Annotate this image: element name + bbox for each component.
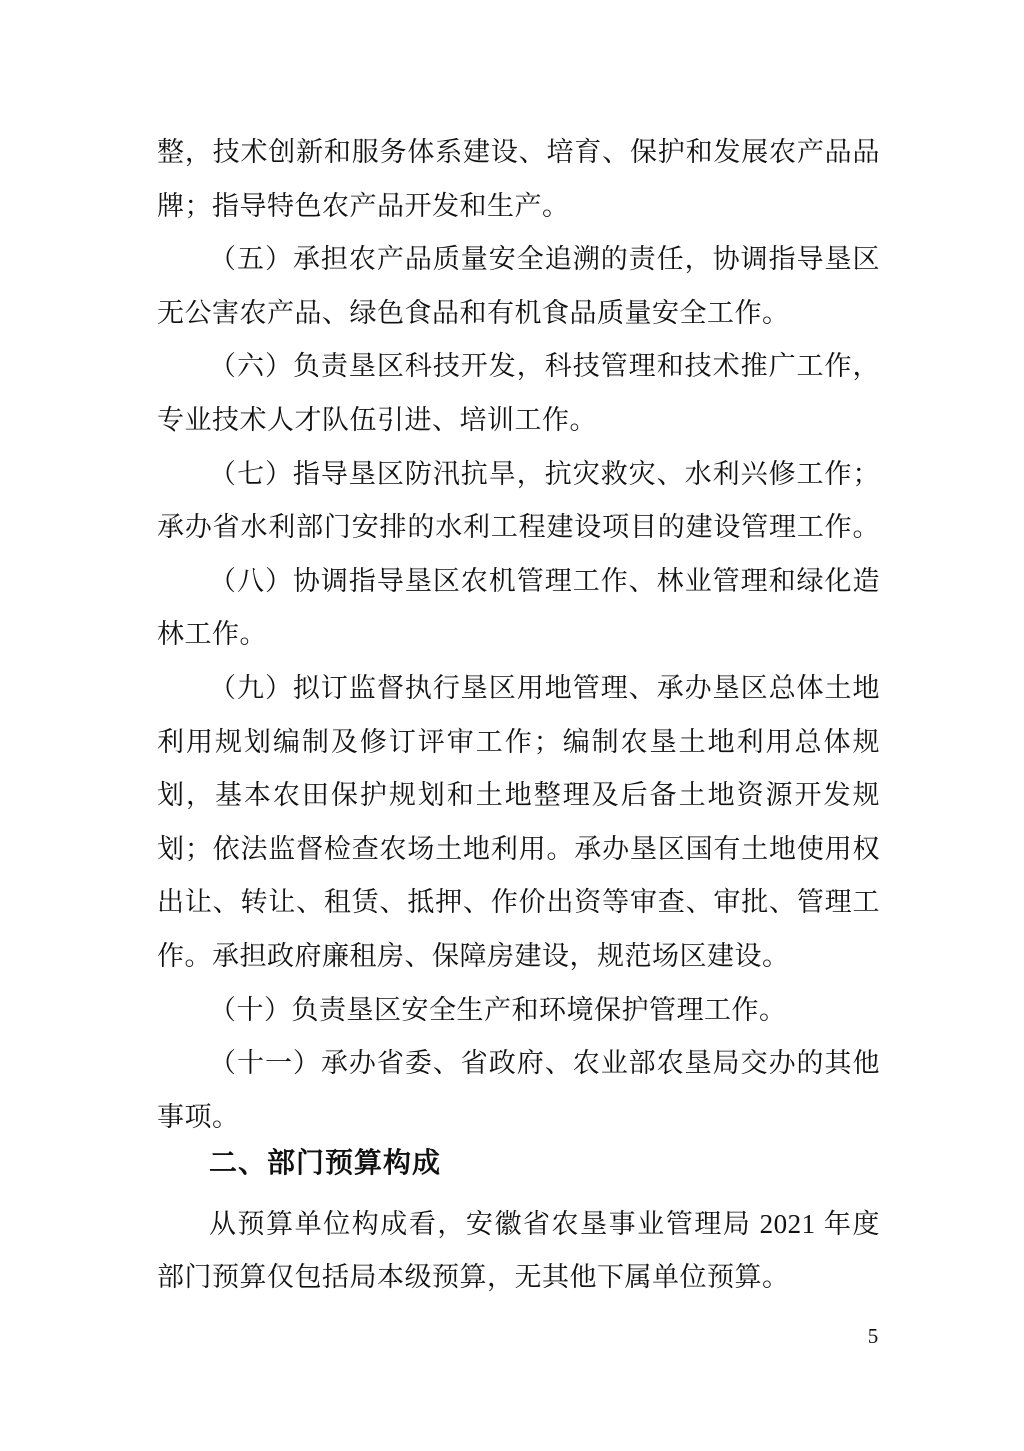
text-line: 林工作。 <box>157 619 267 650</box>
text-line: 无公害农产品、绿色食品和有机食品质量安全工作。 <box>157 297 790 328</box>
text-line: 承办省水利部门安排的水利工程建设项目的建设管理工作。 <box>157 512 880 543</box>
text-line: 事项。 <box>157 1101 240 1132</box>
text-line: （七）指导垦区防汛抗旱，抗灾救灾、水利兴修工作； <box>209 458 880 489</box>
text-line: 从预算单位构成看，安徽省农垦事业管理局 2021 年度 <box>209 1208 880 1239</box>
text-line: （六）负责垦区科技开发，科技管理和技术推广工作， <box>209 351 880 382</box>
text-line: 部门预算仅包括局本级预算，无其他下属单位预算。 <box>157 1262 790 1293</box>
text-line: （十）负责垦区安全生产和环境保护管理工作。 <box>209 994 787 1025</box>
text-line: 划，基本农田保护规划和土地整理及后备土地资源开发规 <box>157 780 880 811</box>
text-line: （五）承担农产品质量安全追溯的责任，协调指导垦区 <box>209 244 880 275</box>
text-column <box>157 126 880 1305</box>
text-line: （十一）承办省委、省政府、农业部农垦局交办的其他 <box>209 1048 880 1079</box>
text-line: 整，技术创新和服务体系建设、培育、保护和发展农产品品 <box>157 137 880 167</box>
text-line: 专业技术人才队伍引进、培训工作。 <box>157 404 597 435</box>
text-line: 划；依法监督检查农场土地利用。承办垦区国有土地使用权 <box>157 833 880 864</box>
text-line: （九）拟订监督执行垦区用地管理、承办垦区总体土地 <box>209 672 880 703</box>
text-line: （八）协调指导垦区农机管理工作、林业管理和绿化造 <box>209 565 880 596</box>
text-line: 出让、转让、租赁、抵押、作价出资等审查、审批、管理工 <box>157 887 880 918</box>
text-line: 牌；指导特色农产品开发和生产。 <box>157 190 570 221</box>
text-line: 作。承担政府廉租房、保障房建设，规范场区建设。 <box>157 940 790 971</box>
page-number: 5 <box>867 1324 879 1348</box>
section-heading: 二、部门预算构成 <box>209 1147 442 1179</box>
text-line: 利用规划编制及修订评审工作；编制农垦土地利用总体规 <box>157 726 880 757</box>
